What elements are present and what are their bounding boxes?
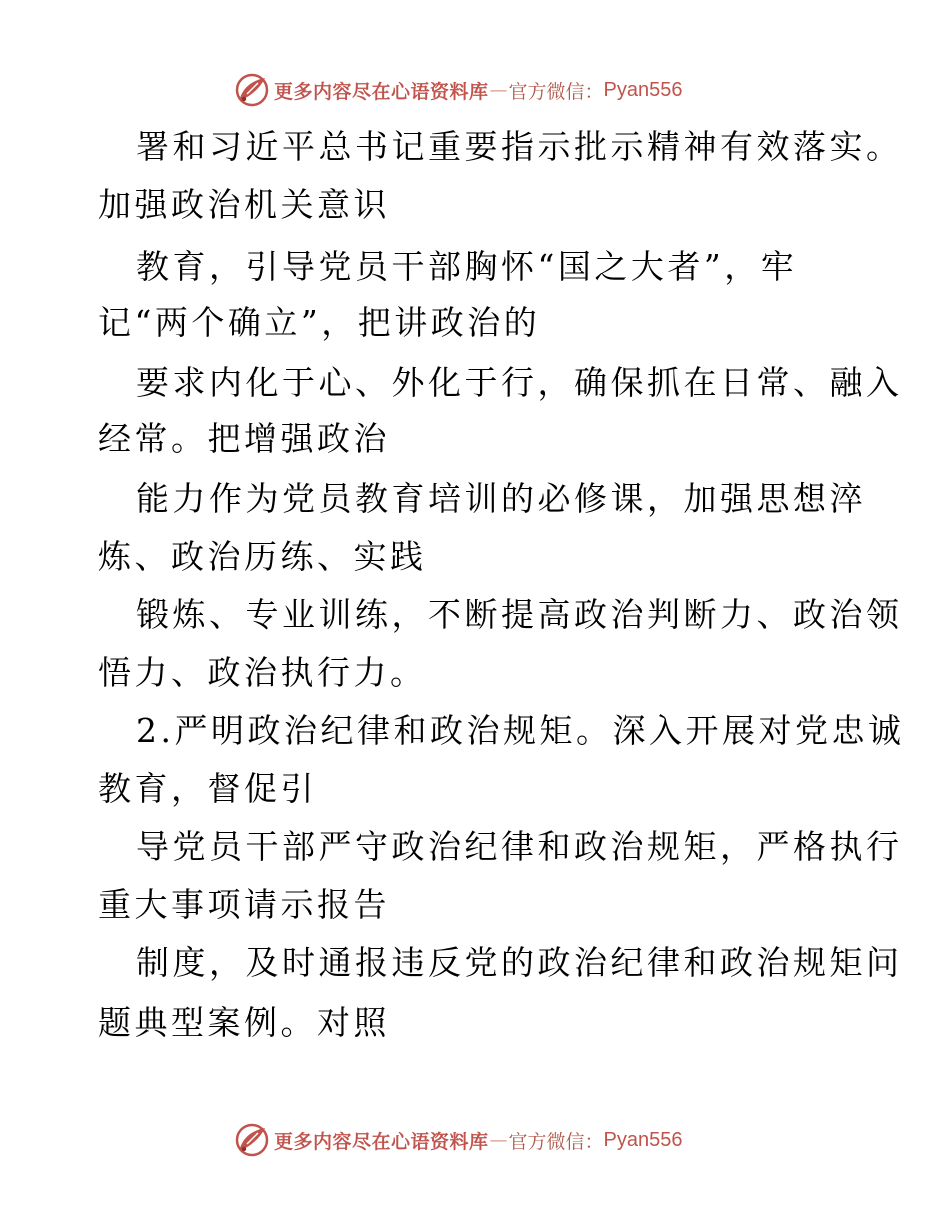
body-line: 经常。把增强政治 — [98, 419, 390, 458]
banner-dash: — — [489, 1129, 508, 1151]
banner-wechat-id: Pyan556 — [603, 78, 683, 101]
footer-banner — [234, 1120, 683, 1160]
banner-site-text: 更多内容尽在心语资料库 — [274, 80, 489, 103]
body-line: 教育，引导党员干部胸怀“国之大者”，牢 — [136, 247, 798, 286]
banner-wechat-id: Pyan556 — [603, 1128, 683, 1151]
pen-nib-logo-icon — [234, 72, 270, 108]
body-line: 教育，督促引 — [98, 769, 317, 808]
body-line: 2.严明政治纪律和政治规矩。深入开展对党忠诚 — [136, 711, 905, 750]
body-line: 导党员干部严守政治纪律和政治规矩，严格执行 — [136, 827, 903, 866]
body-line: 悟力、政治执行力。 — [98, 653, 427, 692]
body-line: 制度，及时通报违反党的政治纪律和政治规矩问 — [136, 943, 903, 982]
banner-wechat-label: 官方微信： — [508, 80, 604, 103]
banner-dash: — — [489, 79, 508, 101]
body-line: 题典型案例。对照 — [98, 1003, 390, 1042]
body-line: 要求内化于心、外化于行，确保抓在日常、融入 — [136, 363, 903, 402]
body-line: 锻炼、专业训练，不断提高政治判断力、政治领 — [136, 595, 903, 634]
body-line: 署和习近平总书记重要指示批示精神有效落实。 — [136, 127, 903, 166]
header-banner — [234, 70, 683, 110]
body-line: 加强政治机关意识 — [98, 185, 390, 224]
body-line: 重大事项请示报告 — [98, 885, 390, 924]
body-line: 炼、政治历练、实践 — [98, 537, 427, 576]
banner-wechat-label: 官方微信： — [508, 1130, 604, 1153]
body-line: 记“两个确立”，把讲政治的 — [98, 303, 541, 342]
pen-nib-logo-icon — [234, 1122, 270, 1158]
body-line: 能力作为党员教育培训的必修课，加强思想淬 — [136, 479, 866, 518]
banner-site-text: 更多内容尽在心语资料库 — [274, 1130, 489, 1153]
